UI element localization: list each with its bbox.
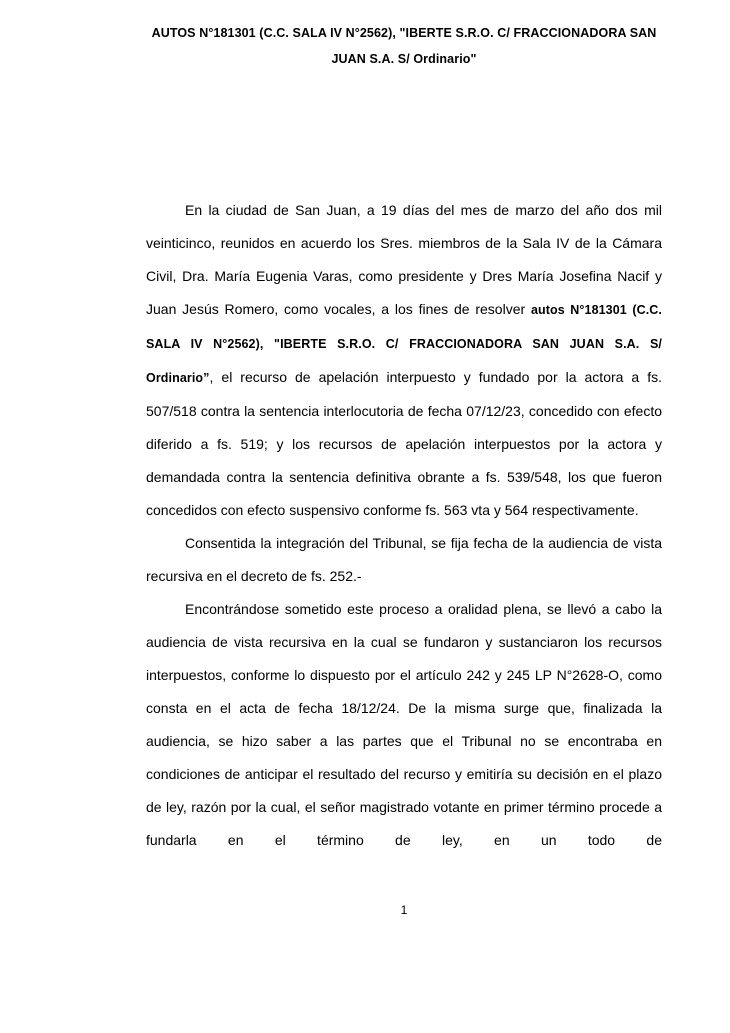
- paragraph: [146, 527, 662, 593]
- body-text: Encontrándose sometido este proceso a oralidad plena, se llevó a cabo la audiencia de vista recursiva en la cual se fundaron y sustanciaron los recursos interpuestos, conforme lo dispuesto por el artículo 242 y 245 LP N°2628-O, como consta en el acta de fecha 18/12/24. De la misma surge que, finalizada la audiencia, se hizo saber a las partes que el Tribunal no se encontraba en condiciones de anticipar el resultado del recurso y emitiría su decisión en el plazo de ley, razón por la cual, el señor magistrado votante en primer término procede a fundarla en el término de ley, en un todo de: [146, 601, 662, 848]
- body-text: , el recurso de apelación interpuesto y fundado por la actora a fs. 507/518 contra la sentencia interlocutoria de fecha 07/12/23, concedido con efecto diferido a fs. 519; y los recursos de apelación interpuestos por la actora y demandada contra la sentencia definitiva obrante a fs. 539/548, los que fueron concedidos con efecto suspensivo conforme fs. 563 vta y 564 respectivamente.: [146, 369, 662, 518]
- page-number: 1: [400, 903, 408, 917]
- document-body: [146, 194, 662, 857]
- case-caption-bold-text: autos N°181301 (C.C. SALA IV N°2562), "IBERTE S.R.O. C/ FRACCIONADORA SAN JUAN S.A. S/ Ordinario”: [146, 303, 662, 385]
- body-text: En la ciudad de San Juan, a 19 días del mes de marzo del año dos mil veinticinco, reunidos en acuerdo los Sres. miembros de la Sala IV de la Cámara Civil, Dra. María Eugenia Varas, como presidente y Dres María Josefina Nacif y Juan Jesús Romero, como vocales, a los fines de resolver: [146, 202, 662, 317]
- header-line-1: AUTOS N°181301 (C.C. SALA IV N°2562), "IBERTE S.R.O. C/ FRACCIONADORA SAN: [151, 26, 657, 40]
- body-text: Consentida la integración del Tribunal, se fija fecha de la audiencia de vista recursiva en el decreto de fs. 252.-: [146, 535, 662, 584]
- document-header: [107, 20, 701, 72]
- header-line-2: JUAN S.A. S/ Ordinario": [331, 52, 477, 66]
- paragraph: [146, 593, 662, 857]
- paragraph: [146, 194, 662, 527]
